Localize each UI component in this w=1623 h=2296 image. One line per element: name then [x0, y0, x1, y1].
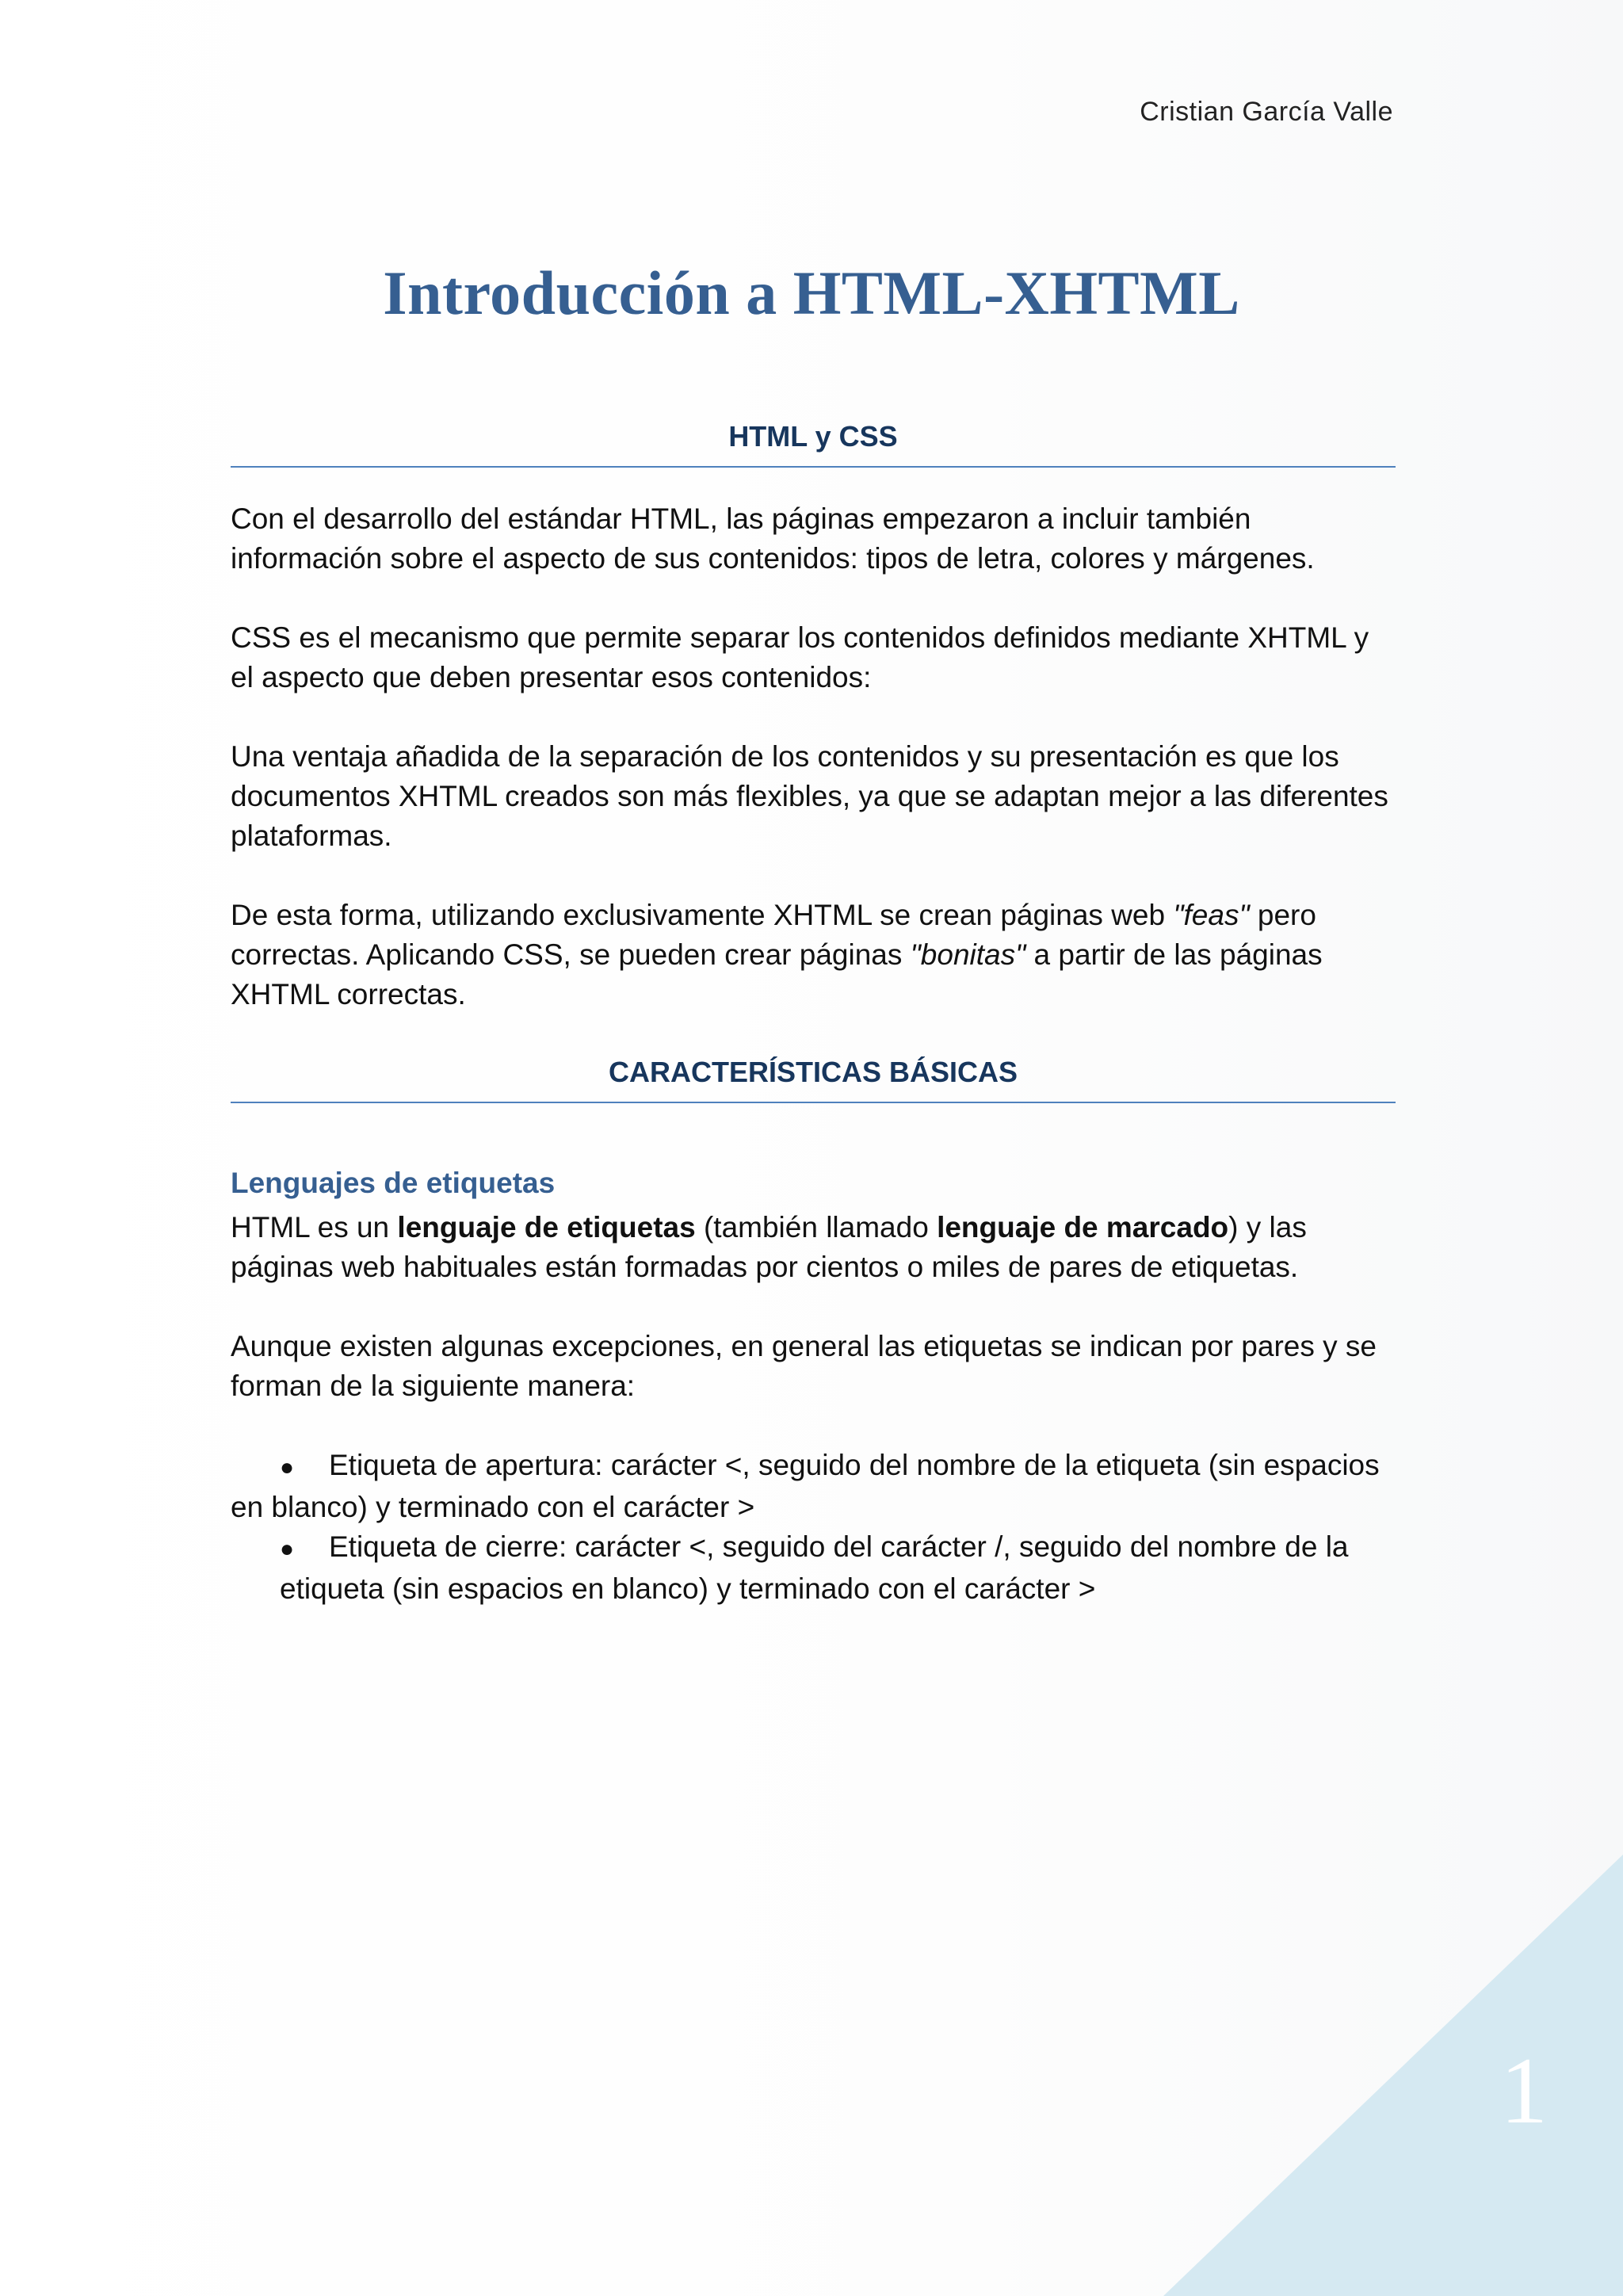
section-heading-caracteristicas: CARACTERÍSTICAS BÁSICAS: [231, 1056, 1396, 1103]
list-item-text: Etiqueta de apertura: carácter <, seguido del nombre de la etiqueta (sin espacios en blanco) y terminado con el carácter >: [231, 1449, 1380, 1523]
paragraph-text: HTML es un: [231, 1211, 398, 1244]
paragraph-text: a partir de las páginas XHTML correctas.: [231, 938, 1323, 1010]
header-author: Cristian García Valle: [1140, 97, 1393, 127]
main-content: [231, 420, 1396, 1609]
bold-term: lenguaje de etiquetas: [397, 1211, 696, 1244]
page-title: Introducción a HTML-XHTML: [383, 258, 1240, 327]
emphasis-text: "bonitas": [910, 938, 1026, 971]
bold-term: lenguaje de marcado: [937, 1211, 1229, 1244]
paragraph: Aunque existen algunas excepciones, en general las etiquetas se indican por pares y se forman de la siguiente manera:: [231, 1330, 1377, 1402]
bullet-icon: ●: [280, 1454, 295, 1480]
paragraph: [231, 1208, 1396, 1287]
list-item: [231, 1446, 1396, 1527]
paragraph: [231, 896, 1396, 1014]
paragraph-text: pero correctas. Aplicando CSS, se pueden crear páginas: [231, 899, 1316, 971]
paragraph: Una ventaja añadida de la separación de los contenidos y su presentación es que los documentos XHTML creados son más flexibles, ya que se adaptan mejor a las diferentes plataformas.: [231, 740, 1388, 852]
list-item-text: Etiqueta de cierre: carácter <, seguido del carácter /, seguido del nombre de la etiqueta (sin espacios en blanco) y terminado con el carácter >: [280, 1530, 1349, 1605]
corner-triangle-shape: [1163, 1855, 1623, 2296]
paragraph-text: De esta forma, utilizando exclusivamente XHTML se crean páginas web: [231, 899, 1174, 931]
section-heading-html-css: HTML y CSS: [231, 420, 1396, 468]
paragraph-text: (también llamado: [695, 1211, 938, 1244]
paragraph: CSS es el mecanismo que permite separar los contenidos definidos mediante XHTML y el aspecto que deben presentar esos contenidos:: [231, 621, 1369, 693]
emphasis-text: "feas": [1173, 899, 1250, 931]
subheading-lenguajes: Lenguajes de etiquetas: [231, 1167, 556, 1199]
paragraph-text: ) y las páginas web habituales están formadas por cientos o miles de pares de etiquetas.: [231, 1211, 1307, 1283]
bullet-list: [231, 1446, 1396, 1609]
list-item: [231, 1527, 1396, 1609]
bullet-icon: ●: [280, 1536, 295, 1562]
paragraph: Con el desarrollo del estándar HTML, las páginas empezaron a incluir también información sobre el aspecto de sus contenidos: tipos de letra, colores y márgenes.: [231, 502, 1315, 575]
page-number: 1: [1500, 2038, 1548, 2143]
